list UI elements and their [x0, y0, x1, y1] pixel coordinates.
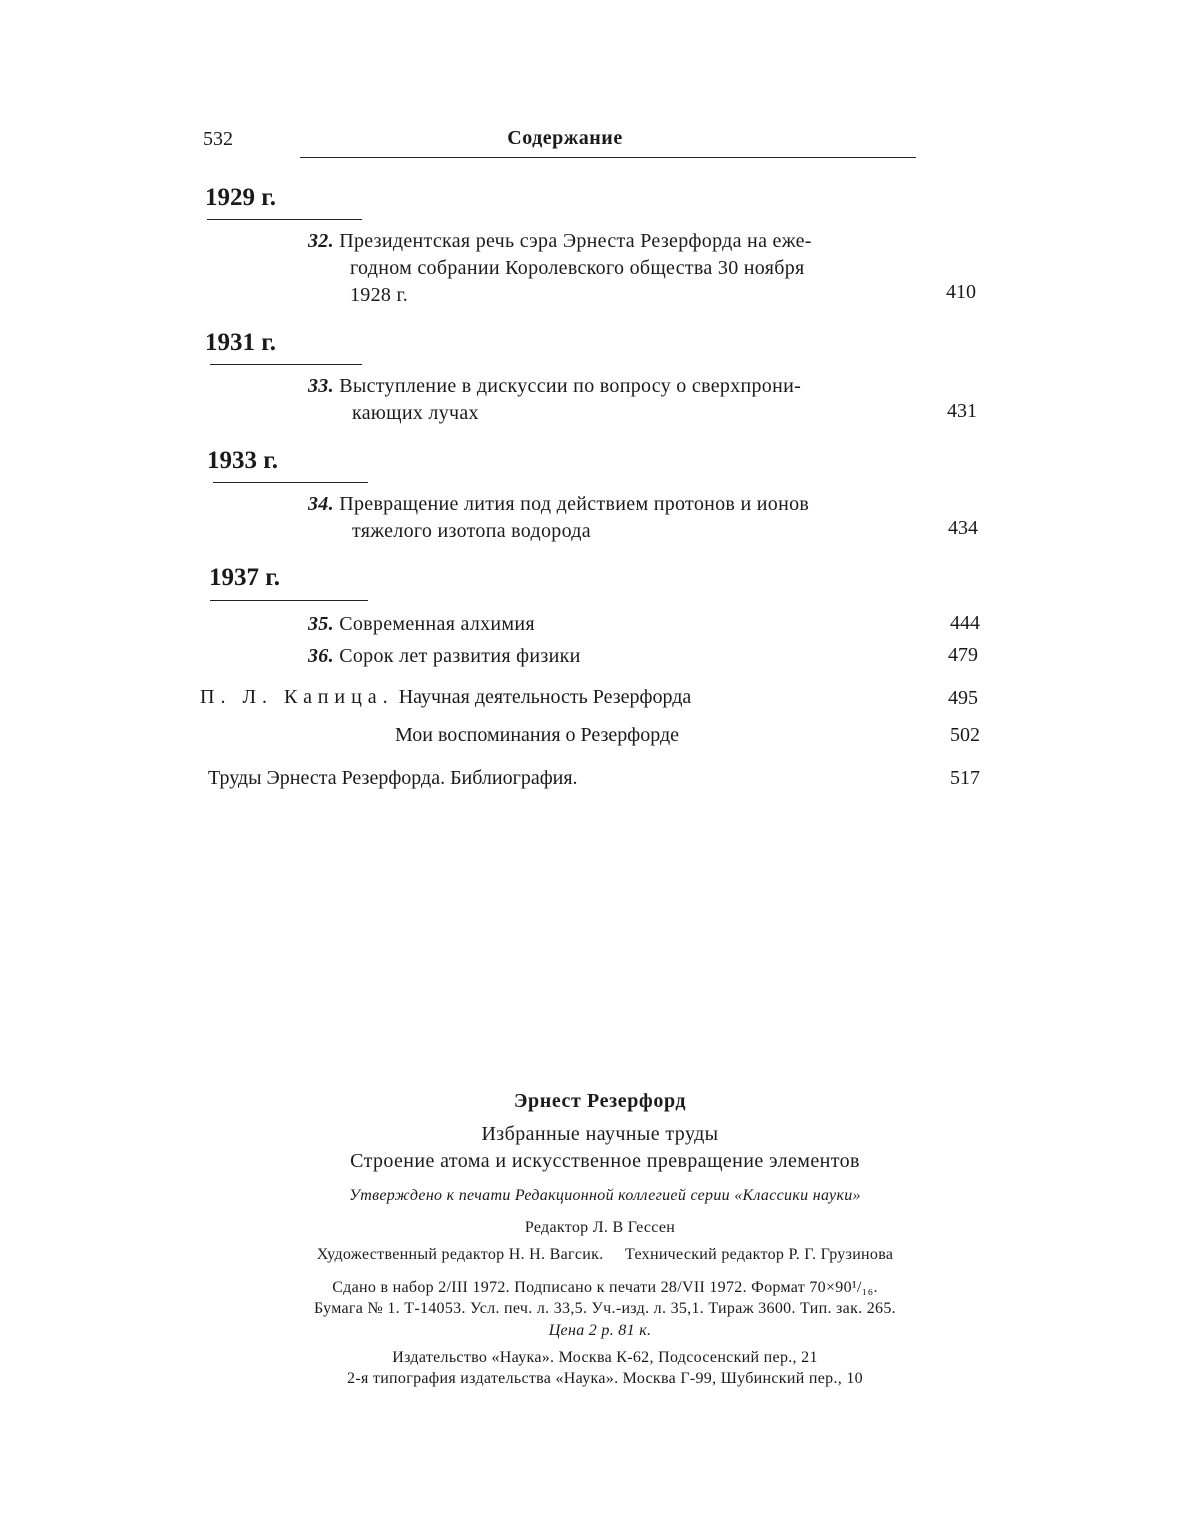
- entry-number: 34.: [308, 493, 334, 515]
- colophon-editors-line: [200, 1246, 1010, 1264]
- entry-title-line: Выступление в дискуссии по вопросу о сверхпрони-: [339, 375, 801, 397]
- entry-title: Научная деятельность Резерфорда: [399, 686, 692, 708]
- entry-number: 36.: [308, 645, 334, 667]
- colophon-approval: Утверждено к печати Редакционной коллегией серии «Классики науки»: [200, 1187, 1010, 1205]
- entry-page-number: 410: [946, 281, 976, 304]
- entry-author: П. Л. Капица.: [200, 686, 394, 708]
- entry-title-line: тяжелого изотопа водорода: [352, 518, 591, 545]
- year-rule: [210, 364, 362, 365]
- entry-page-number: 444: [950, 612, 980, 635]
- toc-entry-bibliography[interactable]: [208, 767, 578, 790]
- toc-entry-kapitsa-activity[interactable]: [200, 686, 691, 709]
- entry-title-line: 1928 г.: [350, 282, 408, 309]
- entry-number: 32.: [308, 230, 334, 252]
- toc-entry-36[interactable]: [308, 643, 581, 670]
- entry-number: 35.: [308, 613, 334, 635]
- colophon-art-editor: Художественный редактор Н. Н. Вагсик.: [317, 1246, 604, 1263]
- entry-page-number: 431: [947, 400, 977, 423]
- entry-page-number: 479: [948, 644, 978, 667]
- colophon-tech-editor: Технический редактор Р. Г. Грузинова: [625, 1246, 893, 1263]
- colophon-print-info-2: Бумага № 1. Т-14053. Усл. печ. л. 33,5. Уч.-изд. л. 35,1. Тираж 3600. Тип. зак. 265.: [200, 1300, 1010, 1318]
- entry-title-line: годном собрании Королевского общества 30 ноября: [350, 255, 805, 282]
- entry-title-line: Современная алхимия: [339, 613, 535, 635]
- colophon-print-info-1: Сдано в набор 2/III 1972. Подписано к печати 28/VII 1972. Формат 70×90¹/₁₆.: [200, 1279, 1010, 1297]
- page-number: 532: [203, 128, 233, 151]
- colophon-publisher: Издательство «Наука». Москва К-62, Подсосенский пер., 21: [200, 1349, 1010, 1367]
- entry-page-number: 495: [948, 687, 978, 710]
- year-heading-1929: 1929 г.: [205, 184, 276, 212]
- year-rule: [213, 482, 368, 483]
- entry-title-line: Сорок лет развития физики: [339, 645, 580, 667]
- toc-entry-35[interactable]: [308, 611, 535, 638]
- entry-title-line: кающих лучах: [352, 400, 479, 427]
- entry-page-number: 434: [948, 517, 978, 540]
- entry-title: Мои воспоминания о Резерфорде: [395, 724, 679, 746]
- entry-title-line: Превращение лития под действием протонов и ионов: [339, 493, 809, 515]
- toc-entry-32[interactable]: [308, 228, 812, 255]
- page-title: Содержание: [0, 127, 1130, 150]
- entry-page-number: 502: [950, 724, 980, 747]
- colophon-author: Эрнест Резерфорд: [300, 1090, 900, 1113]
- year-heading-1931: 1931 г.: [205, 329, 276, 357]
- toc-entry-34[interactable]: [308, 491, 809, 518]
- colophon-editor: Редактор Л. В Гессен: [300, 1219, 900, 1237]
- colophon-subtitle: Строение атома и искусственное превращение элементов: [200, 1150, 1010, 1173]
- entry-number: 33.: [308, 375, 334, 397]
- header-rule: [300, 157, 916, 158]
- colophon-book-title: Избранные научные труды: [300, 1123, 900, 1146]
- year-rule: [207, 219, 362, 220]
- toc-entry-kapitsa-memoirs[interactable]: [395, 724, 679, 747]
- year-rule: [210, 600, 368, 601]
- year-heading-1933: 1933 г.: [207, 447, 278, 475]
- toc-entry-33[interactable]: [308, 373, 801, 400]
- colophon-printer: 2-я типография издательства «Наука». Москва Г-99, Шубинский пер., 10: [200, 1370, 1010, 1388]
- entry-title: Труды Эрнеста Резерфорда. Библиография.: [208, 767, 578, 789]
- colophon-price: Цена 2 р. 81 к.: [300, 1322, 900, 1340]
- entry-title-line: Президентская речь сэра Эрнеста Резерфорда на еже-: [339, 230, 812, 252]
- entry-page-number: 517: [950, 767, 980, 790]
- year-heading-1937: 1937 г.: [209, 564, 280, 592]
